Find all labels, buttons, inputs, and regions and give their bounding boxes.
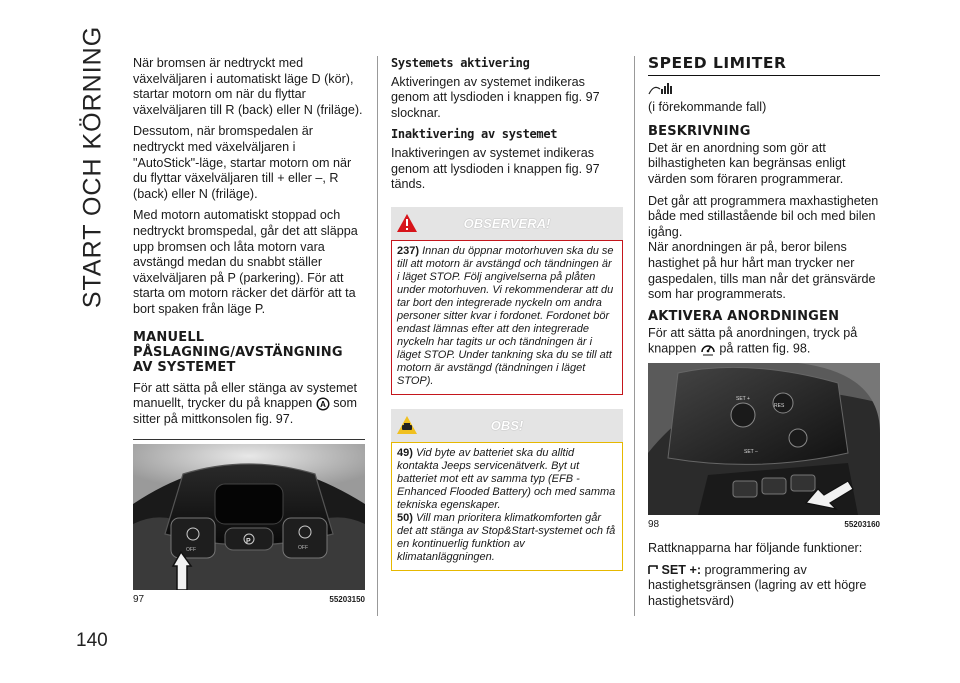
- column-3: [648, 56, 880, 615]
- speed-limiter-icon: [700, 341, 716, 357]
- chapter-title: START OCH KÖRNING: [78, 25, 107, 309]
- figure-98-steering-wheel: [648, 363, 880, 515]
- warning-text: Innan du öppnar motorhuven ska du se till att motorn är avstängd och tändningen är i läget STOP. Följ angivelserna på plåten under motorhuven. Vi rekommenderar att du tar bort den integrerade nyckeln om andra personer sitter kvar i fordonet. Fordonet bör endast lämnas efter att den integrerade nyckeln har tagits ur och tändningen är i läget STOP. Under tankning ska du se till att motorn är avstängd (tändningen i läget STOP).: [397, 244, 614, 387]
- fig-label-res: RES: [774, 403, 785, 410]
- warning-header: [391, 207, 623, 240]
- paragraph-text: på ratten fig. 98.: [719, 341, 811, 356]
- figure-code: 55203150: [329, 595, 365, 605]
- obs-label: OBS!: [490, 417, 524, 433]
- paragraph: När bromsen är nedtryckt med växelväljaren i automatiskt läge D (kör), startar motorn om när du flyttar växelväljaren till R (back) eller N (friläge).: [133, 56, 363, 117]
- page-number: 140: [76, 630, 108, 651]
- figure-97-console: [133, 444, 365, 590]
- paragraph: Rattknapparna har följande funktioner:: [648, 540, 863, 555]
- svg-text:A: A: [319, 399, 326, 409]
- bullet-label: SET +:: [661, 562, 702, 577]
- obs-text: Vid byte av batteriet ska du alltid kontakta Jeeps servicenätverk. Byt ut batteriet mot ett av samma typ (EFB - Enhanced Flooded Battery) och med samma tekniska egenskaper.: [397, 446, 616, 511]
- fig-label-left-off: OFF: [186, 547, 196, 554]
- paragraph-text: knappen: [648, 341, 697, 356]
- optional-equipment-icon: [648, 82, 674, 96]
- fig-label-set-plus: SET +: [736, 396, 750, 403]
- paragraph: Med motorn automatiskt stoppad och nedtryckt bromspedal, går det att släppa upp bromsen och låta motorn vara avstängd medan du snabbt ställer växelväljaren på P (parkering). För att starta om motorn räcker det därför att ta bort spaken från läge P.: [133, 208, 358, 316]
- section-heading: AKTIVERA ANORDNINGEN: [648, 308, 840, 324]
- figure-number: 98: [648, 519, 660, 531]
- paragraph-text: som sitter på mittkonsolen fig. 97.: [133, 396, 358, 426]
- obs-box: [391, 442, 623, 571]
- note-number: 237): [397, 244, 420, 257]
- obs-text: Vill man prioritera klimatkomforten går det att stänga av Stop&Start-systemet och få en kontinuerlig funktion av klimatanläggningen.: [397, 511, 616, 563]
- warning-box: [391, 240, 623, 395]
- availability-note: (i förekommande fall): [648, 100, 767, 115]
- figure-number: 97: [133, 594, 145, 606]
- console-illustration: [133, 444, 365, 590]
- paragraph: Inaktiveringen av systemet indikeras genom att lysdioden i knappen fig. 97 tänds.: [391, 145, 600, 192]
- fig-label-right-off: OFF: [298, 545, 308, 552]
- note-number: 49): [397, 446, 413, 459]
- column-divider-right: [634, 56, 635, 616]
- subheading: Systemets aktivering: [391, 56, 530, 70]
- fig-label-set-minus: SET –: [744, 449, 758, 456]
- column-2: [391, 56, 623, 571]
- bullet-marker-icon: [648, 565, 658, 575]
- paragraph: Det går att programmera maxhastigheten både med stillastående bil och med bilen igång.: [648, 193, 879, 239]
- auto-stop-start-icon: [316, 397, 330, 411]
- bullet-text: programmering av hastighetsgränsen (lagring av ett högre hastighetsvärd): [648, 562, 867, 608]
- column-1: [133, 56, 365, 608]
- bullet-item: [648, 563, 880, 610]
- warning-label: OBSERVERA!: [463, 215, 551, 231]
- obs-header: [391, 409, 623, 442]
- section-heading: MANUELL PÅSLAGNING/AVSTÄNGNING AV SYSTEMET: [133, 329, 343, 375]
- paragraph: Dessutom, när bromspedalen är nedtryckt med växelväljaren i "AutoStick"-läge, startar motorn om när du flyttar växelväljaren till + eller –, R (back) eller N (friläge).: [133, 124, 352, 201]
- steering-wheel-illustration: [648, 363, 880, 515]
- paragraph: [133, 381, 365, 428]
- fig-label-park: P: [246, 538, 251, 546]
- subheading: Inaktivering av systemet: [391, 127, 558, 142]
- paragraph: Aktiveringen av systemet indikeras genom att lysdioden i knappen fig. 97 slocknar.: [391, 74, 600, 120]
- paragraph-text: För att sätta på anordningen, tryck på: [648, 325, 858, 340]
- figure-rule: [133, 439, 365, 440]
- figure-caption: [648, 517, 880, 533]
- paragraph: Det är en anordning som gör att bilhastigheten kan begränsas enligt värden som föraren programmerar.: [648, 140, 846, 186]
- note-number: 50): [397, 511, 413, 524]
- figure-code: 55203160: [844, 520, 880, 530]
- figure-caption: [133, 592, 365, 608]
- paragraph: När anordningen är på, beror bilens hastighet på hur hårt man trycker ner gaspedalen, tills man når det gränsvärde som har programmerats.: [648, 240, 876, 302]
- column-divider-left: [377, 56, 378, 616]
- section-heading: BESKRIVNING: [648, 123, 751, 139]
- section-title: SPEED LIMITER: [648, 56, 880, 76]
- paragraph: [648, 326, 880, 358]
- paragraph-text: För att sätta på eller stänga av systemet manuellt, trycker du på knappen: [133, 380, 357, 411]
